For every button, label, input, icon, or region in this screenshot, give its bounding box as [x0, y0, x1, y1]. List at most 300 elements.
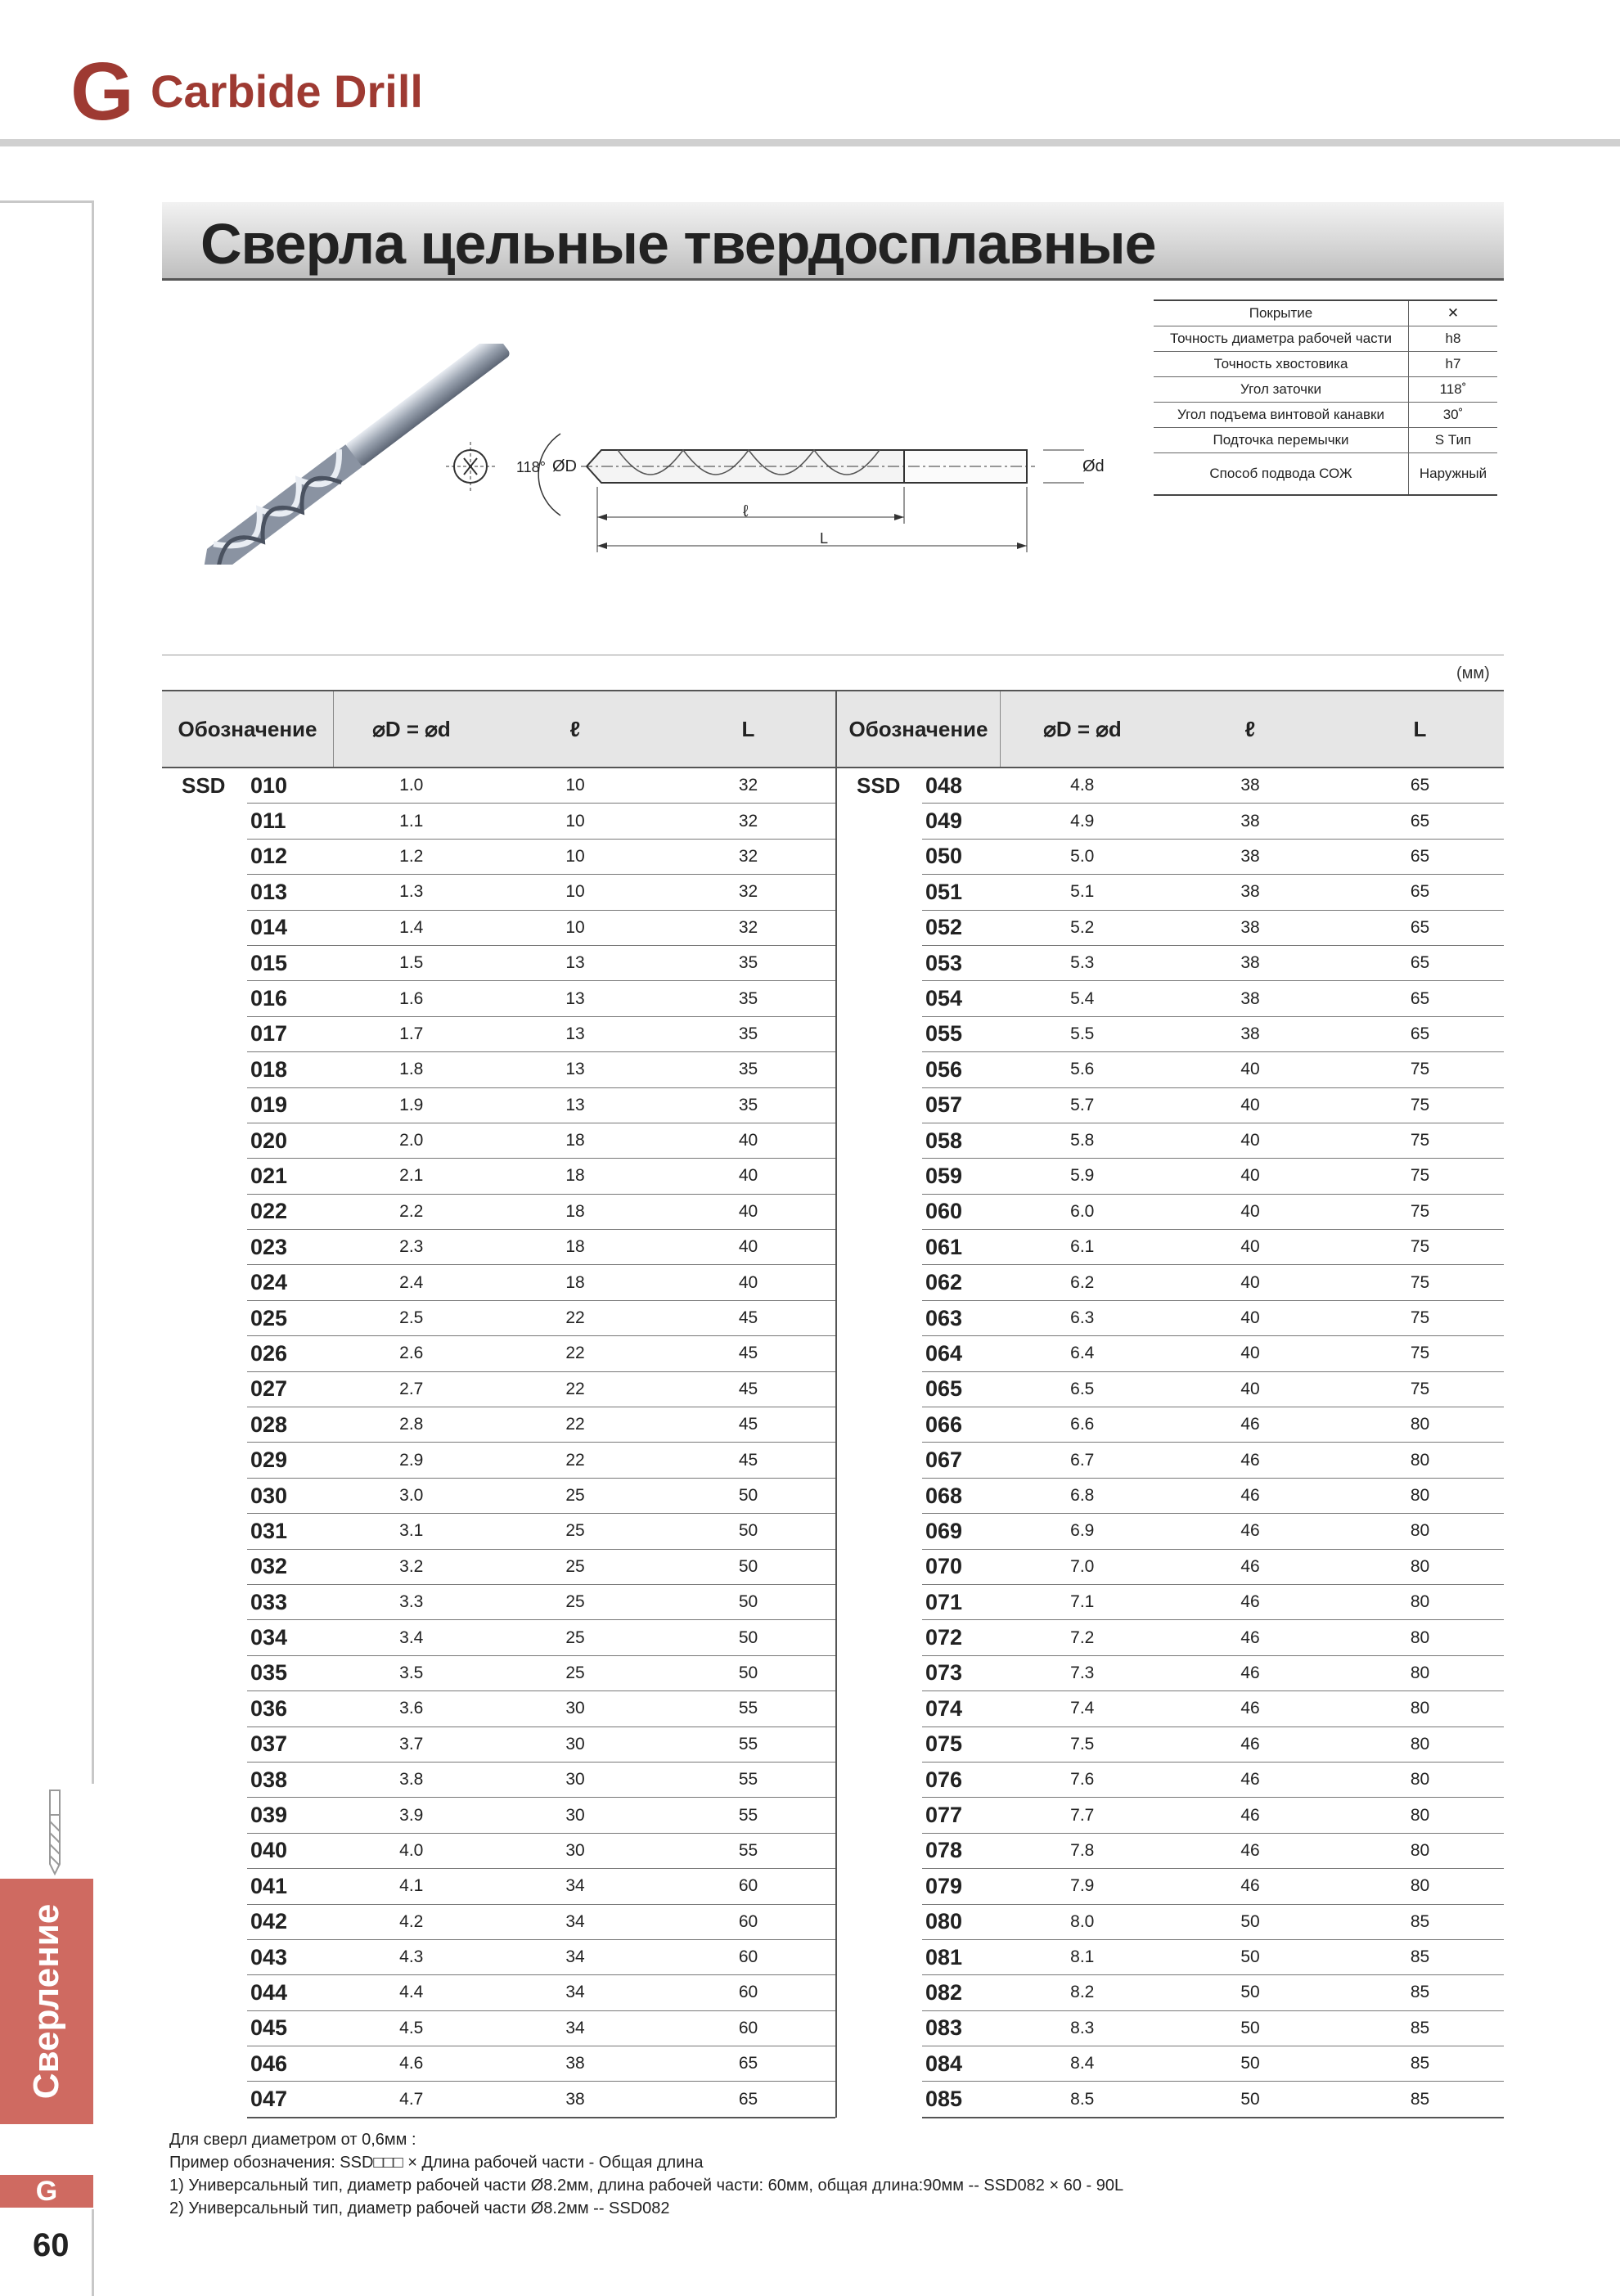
diameter-cell: 6.6 — [1001, 1407, 1165, 1443]
designation-code: 027 — [247, 1371, 334, 1407]
flute-length-cell: 46 — [1164, 1869, 1336, 1904]
diameter-cell: 4.8 — [1001, 768, 1165, 804]
diameter-cell: 8.3 — [1001, 2010, 1165, 2046]
diameter-cell: 2.4 — [334, 1265, 490, 1300]
total-length-cell: 75 — [1336, 1336, 1504, 1371]
banner-underline — [162, 278, 1504, 281]
total-length-cell: 60 — [661, 2010, 835, 2046]
total-length-cell: 65 — [1336, 768, 1504, 804]
table-row — [836, 1371, 1504, 1407]
total-length-cell: 55 — [661, 1691, 835, 1727]
diameter-cell: 2.6 — [334, 1336, 490, 1371]
total-length-cell: 85 — [1336, 1904, 1504, 1939]
designation-code: 064 — [922, 1336, 1001, 1371]
total-length-cell: 45 — [661, 1371, 835, 1407]
total-length-cell: 65 — [661, 2046, 835, 2082]
flute-length-cell: 25 — [489, 1478, 661, 1513]
total-length-cell: 65 — [1336, 945, 1504, 980]
total-length-cell: 80 — [1336, 1549, 1504, 1584]
table-row — [162, 1975, 835, 2010]
total-length-cell: 85 — [1336, 2046, 1504, 2082]
flute-length-cell: 38 — [1164, 981, 1336, 1016]
total-length-cell: 75 — [1336, 1194, 1504, 1229]
diameter-cell: 5.9 — [1001, 1159, 1165, 1194]
total-length-cell: 80 — [1336, 1478, 1504, 1513]
table-row — [836, 875, 1504, 910]
col-header-flute: ℓ — [1164, 691, 1336, 768]
table-row — [162, 1584, 835, 1619]
diameter-cell: 7.1 — [1001, 1584, 1165, 1619]
col-header-diameter: ⌀D = ⌀d — [1001, 691, 1165, 768]
table-row — [162, 1727, 835, 1762]
flute-length-cell: 40 — [1164, 1087, 1336, 1123]
flute-length-cell: 50 — [1164, 2046, 1336, 2082]
table-row — [836, 1336, 1504, 1371]
flute-length-cell: 10 — [489, 875, 661, 910]
table-row — [836, 910, 1504, 945]
total-length-cell: 32 — [661, 804, 835, 839]
designation-code: 036 — [247, 1691, 334, 1727]
total-length-cell: 55 — [661, 1833, 835, 1868]
designation-code: 083 — [922, 2010, 1001, 2046]
total-length-cell: 80 — [1336, 1691, 1504, 1727]
designation-code: 055 — [922, 1016, 1001, 1051]
diameter-cell: 6.8 — [1001, 1478, 1165, 1513]
flute-length-cell: 50 — [1164, 1904, 1336, 1939]
total-length-cell: 65 — [1336, 1016, 1504, 1051]
header-divider — [0, 139, 1620, 146]
designation-code: 044 — [247, 1975, 334, 2010]
spec-label: Подточка перемычки — [1154, 428, 1409, 453]
diameter-cell: 3.7 — [334, 1727, 490, 1762]
designation-code: 021 — [247, 1159, 334, 1194]
table-row — [836, 768, 1504, 804]
designation-code: 053 — [922, 945, 1001, 980]
table-row — [836, 1265, 1504, 1300]
total-length-cell: 50 — [661, 1514, 835, 1549]
flute-length-cell: 22 — [489, 1300, 661, 1335]
flute-length-cell: 40 — [1164, 1230, 1336, 1265]
table-row — [162, 1762, 835, 1797]
total-length-cell: 32 — [661, 875, 835, 910]
total-length-cell: 85 — [1336, 1975, 1504, 2010]
diameter-cell: 2.7 — [334, 1371, 490, 1407]
table-row — [162, 1407, 835, 1443]
flute-length-cell: 13 — [489, 1052, 661, 1087]
table-row — [162, 2010, 835, 2046]
flute-length-cell: 25 — [489, 1655, 661, 1690]
designation-code: 013 — [247, 875, 334, 910]
spec-value: 30˚ — [1409, 403, 1498, 428]
designation-code: 060 — [922, 1194, 1001, 1229]
total-length-cell: 75 — [1336, 1265, 1504, 1300]
table-row — [162, 945, 835, 980]
page-number: 60 — [33, 2227, 70, 2263]
total-length-cell: 55 — [661, 1727, 835, 1762]
total-length-cell: 35 — [661, 1016, 835, 1051]
angle-label: 118° — [516, 459, 546, 475]
designation-code: 061 — [922, 1230, 1001, 1265]
diameter-cell: 6.3 — [1001, 1300, 1165, 1335]
total-length-cell: 75 — [1336, 1300, 1504, 1335]
diameter-cell: 5.2 — [1001, 910, 1165, 945]
total-length-cell: 50 — [661, 1584, 835, 1619]
flute-length-cell: 46 — [1164, 1833, 1336, 1868]
flute-length-cell: 46 — [1164, 1478, 1336, 1513]
designation-code: 076 — [922, 1762, 1001, 1797]
designation-code: 071 — [922, 1584, 1001, 1619]
table-row — [836, 1443, 1504, 1478]
diameter-cell: 5.6 — [1001, 1052, 1165, 1087]
table-row — [836, 1691, 1504, 1727]
flute-length-cell: 38 — [1164, 910, 1336, 945]
spec-value: h8 — [1409, 326, 1498, 352]
designation-code: 075 — [922, 1727, 1001, 1762]
flute-length-cell: 40 — [1164, 1300, 1336, 1335]
diameter-cell: 7.6 — [1001, 1762, 1165, 1797]
diameter-cell: 2.8 — [334, 1407, 490, 1443]
total-length-cell: 65 — [1336, 839, 1504, 874]
diameter-cell: 7.5 — [1001, 1727, 1165, 1762]
table-row — [836, 2010, 1504, 2046]
total-length-cell: 75 — [1336, 1371, 1504, 1407]
flute-length-cell: 22 — [489, 1336, 661, 1371]
flute-length-cell: 30 — [489, 1798, 661, 1833]
diameter-cell: 7.7 — [1001, 1798, 1165, 1833]
flute-length-cell: 40 — [1164, 1265, 1336, 1300]
designation-code: 052 — [922, 910, 1001, 945]
diameter-cell: 3.4 — [334, 1620, 490, 1655]
spec-row — [1154, 326, 1497, 352]
flute-length-cell: 46 — [1164, 1691, 1336, 1727]
diameter-cell: 8.2 — [1001, 1975, 1165, 2010]
footnote-2: 1) Универсальный тип, диаметр рабочей части Ø8.2мм, длина рабочей части: 60мм, общая длина:90мм -- SSD082 × 60 - 90L — [169, 2177, 1124, 2195]
table-row — [836, 1300, 1504, 1335]
table-row — [162, 768, 835, 804]
total-length-cell: 60 — [661, 1975, 835, 2010]
footnote-0: Для сверл диаметром от 0,6мм : — [169, 2131, 416, 2149]
flute-length-cell: 38 — [1164, 804, 1336, 839]
designation-code: 030 — [247, 1478, 334, 1513]
diameter-cell: 8.4 — [1001, 2046, 1165, 2082]
flute-length-cell: 22 — [489, 1443, 661, 1478]
table-row — [162, 1371, 835, 1407]
designation-code: 024 — [247, 1265, 334, 1300]
diameter-cell: 7.2 — [1001, 1620, 1165, 1655]
flute-length-cell: 38 — [489, 2046, 661, 2082]
designation-code: 016 — [247, 981, 334, 1016]
flute-length-cell: 46 — [1164, 1727, 1336, 1762]
spec-label: Покрытие — [1154, 300, 1409, 326]
table-row — [836, 1016, 1504, 1051]
designation-code: 042 — [247, 1904, 334, 1939]
diameter-cell: 4.4 — [334, 1975, 490, 2010]
total-length-cell: 80 — [1336, 1655, 1504, 1690]
designation-code: 048 — [922, 768, 1001, 804]
diameter-cell: 4.1 — [334, 1869, 490, 1904]
spec-value: h7 — [1409, 352, 1498, 377]
footnote-3: 2) Универсальный тип, диаметр рабочей части Ø8.2мм -- SSD082 — [169, 2199, 670, 2217]
designation-code: 032 — [247, 1549, 334, 1584]
drill-dimension-diagram — [446, 413, 1100, 560]
table-row — [836, 1620, 1504, 1655]
diameter-cell: 3.6 — [334, 1691, 490, 1727]
designation-code: 059 — [922, 1159, 1001, 1194]
table-row — [162, 839, 835, 874]
designation-code: 041 — [247, 1869, 334, 1904]
total-length-cell: 85 — [1336, 2010, 1504, 2046]
designation-code: 073 — [922, 1655, 1001, 1690]
flute-length-cell: 40 — [1164, 1159, 1336, 1194]
unit-label: (мм) — [1456, 664, 1490, 682]
table-row — [836, 804, 1504, 839]
flute-length-cell: 40 — [1164, 1123, 1336, 1158]
flute-length-cell: 38 — [1164, 875, 1336, 910]
designation-code: 080 — [922, 1904, 1001, 1939]
flute-length-cell: 25 — [489, 1514, 661, 1549]
designation-code: 085 — [922, 2082, 1001, 2118]
diameter-cell: 2.9 — [334, 1443, 490, 1478]
spec-row — [1154, 352, 1497, 377]
diameter-cell: 3.0 — [334, 1478, 490, 1513]
diameter-cell: 2.5 — [334, 1300, 490, 1335]
designation-code: 058 — [922, 1123, 1001, 1158]
total-length-cell: 60 — [661, 1869, 835, 1904]
table-row — [162, 875, 835, 910]
diameter-cell: 1.0 — [334, 768, 490, 804]
total-length-cell: 40 — [661, 1230, 835, 1265]
table-row — [162, 1691, 835, 1727]
flute-length-cell: 25 — [489, 1549, 661, 1584]
table-row — [836, 1869, 1504, 1904]
diameter-cell: 7.3 — [1001, 1655, 1165, 1690]
flute-length-cell: 38 — [1164, 945, 1336, 980]
flute-length-cell: 30 — [489, 1727, 661, 1762]
designation-code: 028 — [247, 1407, 334, 1443]
drill-bit-icon — [43, 1789, 67, 1875]
total-length-cell: 80 — [1336, 1514, 1504, 1549]
designation-code: 046 — [247, 2046, 334, 2082]
table-row — [836, 1159, 1504, 1194]
flute-length-cell: 34 — [489, 1939, 661, 1974]
total-length-cell: 55 — [661, 1762, 835, 1797]
diameter-cell: 8.5 — [1001, 2082, 1165, 2118]
col-header-length: L — [1336, 691, 1504, 768]
side-frame-line-bottom — [92, 2209, 94, 2296]
spec-label: Угол заточки — [1154, 377, 1409, 403]
spec-value: ✕ — [1409, 300, 1498, 326]
designation-code: 062 — [922, 1265, 1001, 1300]
table-row — [162, 1265, 835, 1300]
page-title: Сверла цельные твердосплавные — [200, 212, 1156, 276]
table-row — [162, 1159, 835, 1194]
table-row — [162, 804, 835, 839]
flute-length-cell: 50 — [1164, 1939, 1336, 1974]
total-length-cell: 40 — [661, 1159, 835, 1194]
spec-value: 118˚ — [1409, 377, 1498, 403]
section-letter-badge: G — [0, 2175, 93, 2208]
flute-length-cell: 38 — [1164, 839, 1336, 874]
diameter-cell: 1.1 — [334, 804, 490, 839]
spec-row — [1154, 377, 1497, 403]
diameter-cell: 6.1 — [1001, 1230, 1165, 1265]
table-row — [162, 1123, 835, 1158]
diameter-cell: 4.9 — [1001, 804, 1165, 839]
diameter-cell: 7.9 — [1001, 1869, 1165, 1904]
specifications-table — [1154, 299, 1497, 496]
flute-length-cell: 22 — [489, 1371, 661, 1407]
diameter-cell: 5.1 — [1001, 875, 1165, 910]
designation-code: 051 — [922, 875, 1001, 910]
table-row — [836, 1087, 1504, 1123]
designation-code: 020 — [247, 1123, 334, 1158]
table-row — [162, 1087, 835, 1123]
total-length-cell: 50 — [661, 1549, 835, 1584]
diameter-cell: 7.0 — [1001, 1549, 1165, 1584]
footnote-1: Пример обозначения: SSD□□□ × Длина рабочей части - Общая длина — [169, 2154, 704, 2172]
total-length-cell: 80 — [1336, 1833, 1504, 1868]
diameter-cell: 4.3 — [334, 1939, 490, 1974]
designation-code: 084 — [922, 2046, 1001, 2082]
diameter-cell: 4.0 — [334, 1833, 490, 1868]
diameter-cell: 4.6 — [334, 2046, 490, 2082]
diameter-cell: 3.3 — [334, 1584, 490, 1619]
designation-code: 012 — [247, 839, 334, 874]
side-frame-line — [92, 200, 94, 1784]
spec-value: S Тип — [1409, 428, 1498, 453]
table-row — [162, 1336, 835, 1371]
table-row — [162, 1300, 835, 1335]
total-length-cell: 80 — [1336, 1584, 1504, 1619]
spec-row — [1154, 428, 1497, 453]
diameter-cell: 8.1 — [1001, 1939, 1165, 1974]
col-header-length: L — [661, 691, 835, 768]
diameter-cell: 3.2 — [334, 1549, 490, 1584]
total-length-cell: 55 — [661, 1798, 835, 1833]
diameter-cell: 6.5 — [1001, 1371, 1165, 1407]
table-row — [162, 2046, 835, 2082]
side-frame-top — [0, 200, 93, 203]
table-row — [162, 1833, 835, 1868]
flute-length-cell: 30 — [489, 1762, 661, 1797]
total-length-cell: 50 — [661, 1655, 835, 1690]
designation-code: 018 — [247, 1052, 334, 1087]
diameter-cell: 3.9 — [334, 1798, 490, 1833]
total-length-cell: 75 — [1336, 1123, 1504, 1158]
diameter-cell: 6.7 — [1001, 1443, 1165, 1478]
table-row — [836, 981, 1504, 1016]
table-row — [836, 1230, 1504, 1265]
designation-code: 081 — [922, 1939, 1001, 1974]
page-header-title: Carbide Drill — [151, 65, 423, 117]
flute-length-cell: 25 — [489, 1620, 661, 1655]
designation-code: 017 — [247, 1016, 334, 1051]
total-length-cell: 80 — [1336, 1869, 1504, 1904]
diameter-cell: 5.5 — [1001, 1016, 1165, 1051]
diameter-cell: 2.1 — [334, 1159, 490, 1194]
total-length-cell: 65 — [1336, 981, 1504, 1016]
drill-table-left — [162, 690, 835, 2118]
total-length-cell: 45 — [661, 1300, 835, 1335]
flute-length-cell: 40 — [1164, 1052, 1336, 1087]
total-length-cell: 32 — [661, 768, 835, 804]
total-length-cell: 75 — [1336, 1159, 1504, 1194]
flute-length-cell: 50 — [1164, 1975, 1336, 2010]
diameter-cell: 7.8 — [1001, 1833, 1165, 1868]
total-length-cell: 85 — [1336, 1939, 1504, 1974]
section-letter: G — [70, 46, 134, 137]
table-row — [836, 1939, 1504, 1974]
total-length-cell: 50 — [661, 1620, 835, 1655]
designation-code: 010 — [247, 768, 334, 804]
table-row — [162, 1052, 835, 1087]
spec-row — [1154, 403, 1497, 428]
diameter-cell: 5.4 — [1001, 981, 1165, 1016]
designation-code: 034 — [247, 1620, 334, 1655]
total-length-cell: 80 — [1336, 1620, 1504, 1655]
total-length-cell: 80 — [1336, 1798, 1504, 1833]
total-length-cell: 32 — [661, 839, 835, 874]
diameter-cell: 1.5 — [334, 945, 490, 980]
total-length-cell: 40 — [661, 1265, 835, 1300]
flute-length-cell: 46 — [1164, 1514, 1336, 1549]
flute-length-cell: 50 — [1164, 2082, 1336, 2118]
designation-code: 015 — [247, 945, 334, 980]
diameter-cell: 1.4 — [334, 910, 490, 945]
flute-length-cell: 18 — [489, 1265, 661, 1300]
total-length-cell: 35 — [661, 981, 835, 1016]
diameter-cell: 6.2 — [1001, 1265, 1165, 1300]
spec-label: Угол подъема винтовой канавки — [1154, 403, 1409, 428]
flute-length-cell: 38 — [489, 2082, 661, 2118]
diameter-cell: 1.6 — [334, 981, 490, 1016]
designation-prefix: SSD — [182, 773, 226, 798]
flute-length-cell: 34 — [489, 1904, 661, 1939]
designation-code: 069 — [922, 1514, 1001, 1549]
diameter-cell: 1.3 — [334, 875, 490, 910]
flute-length-cell: 10 — [489, 839, 661, 874]
flute-length-cell: 13 — [489, 981, 661, 1016]
designation-code: 074 — [922, 1691, 1001, 1727]
designation-code: 038 — [247, 1762, 334, 1797]
flute-length-cell: 34 — [489, 1975, 661, 2010]
diameter-cell: 5.0 — [1001, 839, 1165, 874]
table-row — [162, 2082, 835, 2118]
table-row — [162, 1478, 835, 1513]
table-row — [162, 1514, 835, 1549]
table-row — [836, 2046, 1504, 2082]
flute-length-cell: 18 — [489, 1123, 661, 1158]
diameter-cell: 2.2 — [334, 1194, 490, 1229]
flute-length-cell: 38 — [1164, 768, 1336, 804]
flute-length-cell: 46 — [1164, 1620, 1336, 1655]
flute-length-cell: 46 — [1164, 1584, 1336, 1619]
designation-code: 026 — [247, 1336, 334, 1371]
diameter-cell: 8.0 — [1001, 1904, 1165, 1939]
flute-length-cell: 50 — [1164, 2010, 1336, 2046]
total-length-cell: 60 — [661, 1904, 835, 1939]
total-length-cell: 80 — [1336, 1727, 1504, 1762]
flute-length-cell: 46 — [1164, 1655, 1336, 1690]
diameter-cell: 4.7 — [334, 2082, 490, 2118]
diameter-cell: 1.7 — [334, 1016, 490, 1051]
diameter-cell: 1.2 — [334, 839, 490, 874]
table-row — [836, 945, 1504, 980]
diameter-cell: 1.9 — [334, 1087, 490, 1123]
designation-code: 078 — [922, 1833, 1001, 1868]
table-row — [162, 1798, 835, 1833]
designation-code: 037 — [247, 1727, 334, 1762]
